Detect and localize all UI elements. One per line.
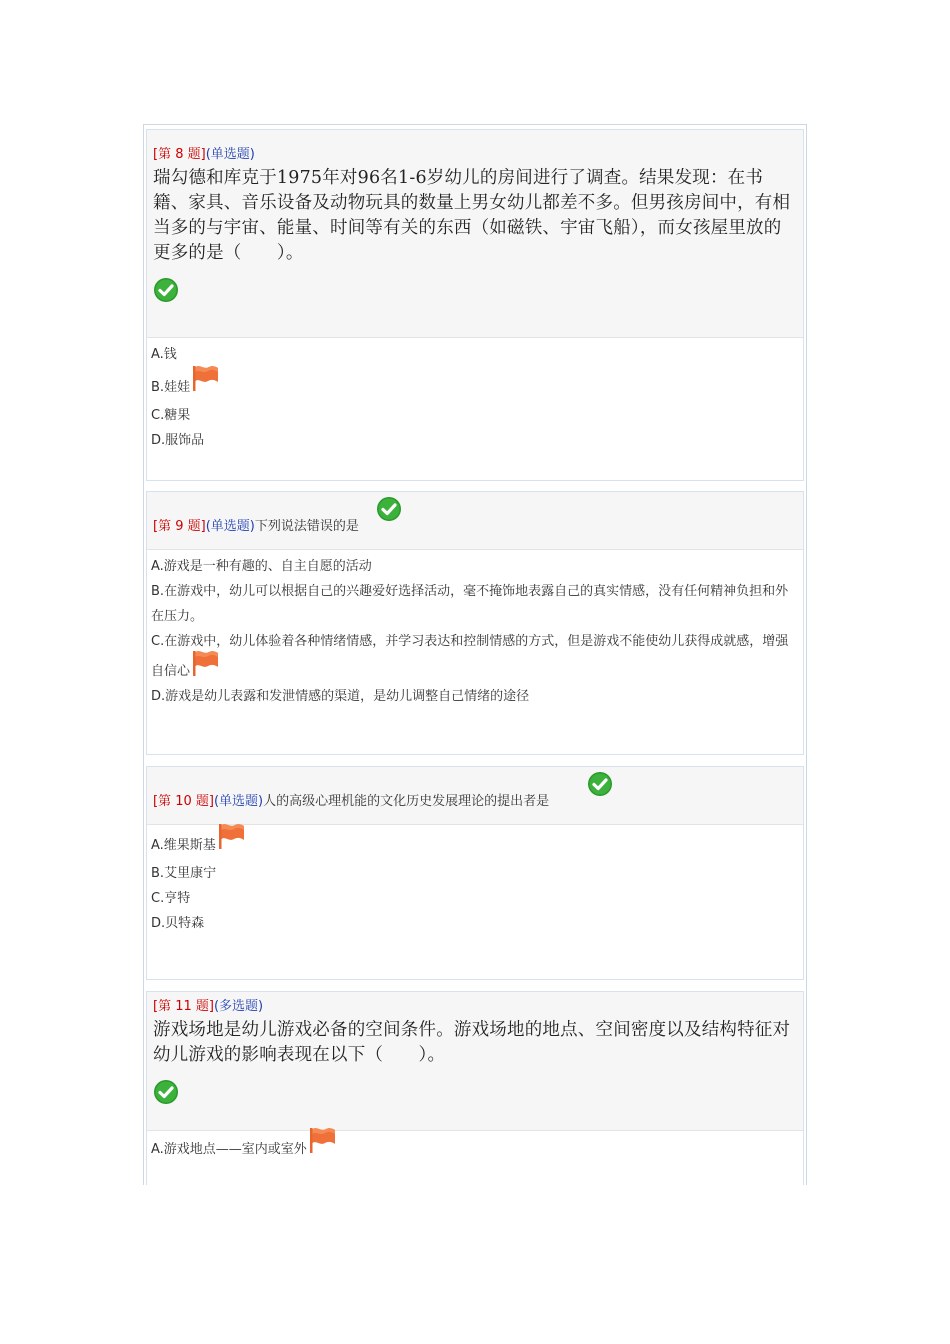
question-type: (单选题): [205, 519, 255, 534]
question-tag: [第 9 题](单选题)下列说法错误的是: [153, 519, 359, 534]
question-tag: [第 11 题](多选题): [153, 999, 264, 1014]
option-c[interactable]: C.糖果: [151, 408, 191, 423]
options-list: [147, 1131, 803, 1165]
flag-icon: [307, 1125, 337, 1155]
option-c[interactable]: C.亨特: [151, 891, 191, 906]
check-circle-icon: [587, 771, 613, 797]
tag-label: 题: [183, 147, 201, 162]
flag-icon: [190, 363, 220, 393]
answer-status: [153, 1079, 797, 1109]
option-b[interactable]: B.娃娃: [151, 373, 799, 403]
question-text: 游戏场地是幼儿游戏必备的空间条件。游戏场地的地点、空间密度以及结构特征对幼儿游戏的影响表现在以下（ ）。: [153, 1020, 791, 1065]
question-number: 10: [175, 794, 192, 809]
option-d[interactable]: D.贝特森: [151, 916, 205, 931]
question-text: 瑞勾德和库克于1975年对96名1-6岁幼儿的房间进行了调查。结果发现：在书籍、家具、音乐设备及动物玩具的数量上男女幼儿都差不多。但男孩房间中，有相当多的与宇宙、能量、时间等有关的东西（如磁铁、宇宙飞船），而女孩屋里放的更多的是（ ）。: [153, 168, 791, 263]
question-card-9: [146, 491, 804, 755]
question-card-8: [146, 129, 804, 481]
option-a[interactable]: A.游戏地点——室内或室外: [151, 1135, 799, 1165]
question-header: [147, 767, 803, 825]
answer-status: [153, 277, 797, 307]
question-header: [147, 992, 803, 1131]
option-b[interactable]: B.艾里康宁: [151, 866, 217, 881]
question-tag: [第 10 题](单选题)人的高级心理机能的文化历史发展理论的提出者是: [153, 794, 550, 809]
option-d[interactable]: D.服饰品: [151, 433, 205, 448]
question-text: 下列说法错误的是: [254, 519, 359, 534]
question-type: (多选题): [213, 999, 264, 1014]
options-list: [147, 825, 803, 936]
check-circle-icon: [376, 496, 402, 522]
question-type: (单选题): [213, 794, 264, 809]
flag-icon: [216, 821, 246, 851]
option-a[interactable]: A.游戏是一种有趣的、自主自愿的活动: [151, 559, 372, 574]
question-number: 8: [175, 147, 184, 162]
option-b[interactable]: B.在游戏中，幼儿可以根据自己的兴趣爱好选择活动，毫不掩饰地表露自己的真实情感，没有任何精神负担和外在压力。: [151, 584, 789, 624]
check-circle-icon: [153, 1079, 179, 1105]
question-card-11: [146, 991, 804, 1185]
option-c[interactable]: C.在游戏中，幼儿体验着各种情绪情感，并学习表达和控制情感的方式，但是游戏不能使幼儿获得成就感，增强自信心: [151, 634, 789, 679]
question-text: 人的高级心理机能的文化历史发展理论的提出者是: [263, 794, 550, 809]
check-circle-icon: [153, 277, 179, 303]
tag-label: 第: [158, 147, 176, 162]
option-a[interactable]: A.维果斯基: [151, 827, 799, 861]
flag-icon: [190, 648, 220, 678]
question-card-10: [146, 766, 804, 980]
question-type: (单选题): [205, 147, 255, 162]
option-a[interactable]: A.钱: [151, 347, 177, 362]
question-number: 9: [175, 519, 184, 534]
options-list: [147, 550, 803, 709]
question-header: [147, 130, 803, 338]
question-number: 11: [175, 999, 192, 1014]
options-list: [147, 338, 803, 453]
question-header: [147, 492, 803, 550]
option-d[interactable]: D.游戏是幼儿表露和发泄情感的渠道，是幼儿调整自己情绪的途径: [151, 689, 530, 704]
question-tag: [153, 146, 797, 164]
tag-bracket: [: [153, 147, 159, 162]
exam-sheet: [143, 124, 807, 1185]
tag-bracket: ]: [200, 147, 206, 162]
